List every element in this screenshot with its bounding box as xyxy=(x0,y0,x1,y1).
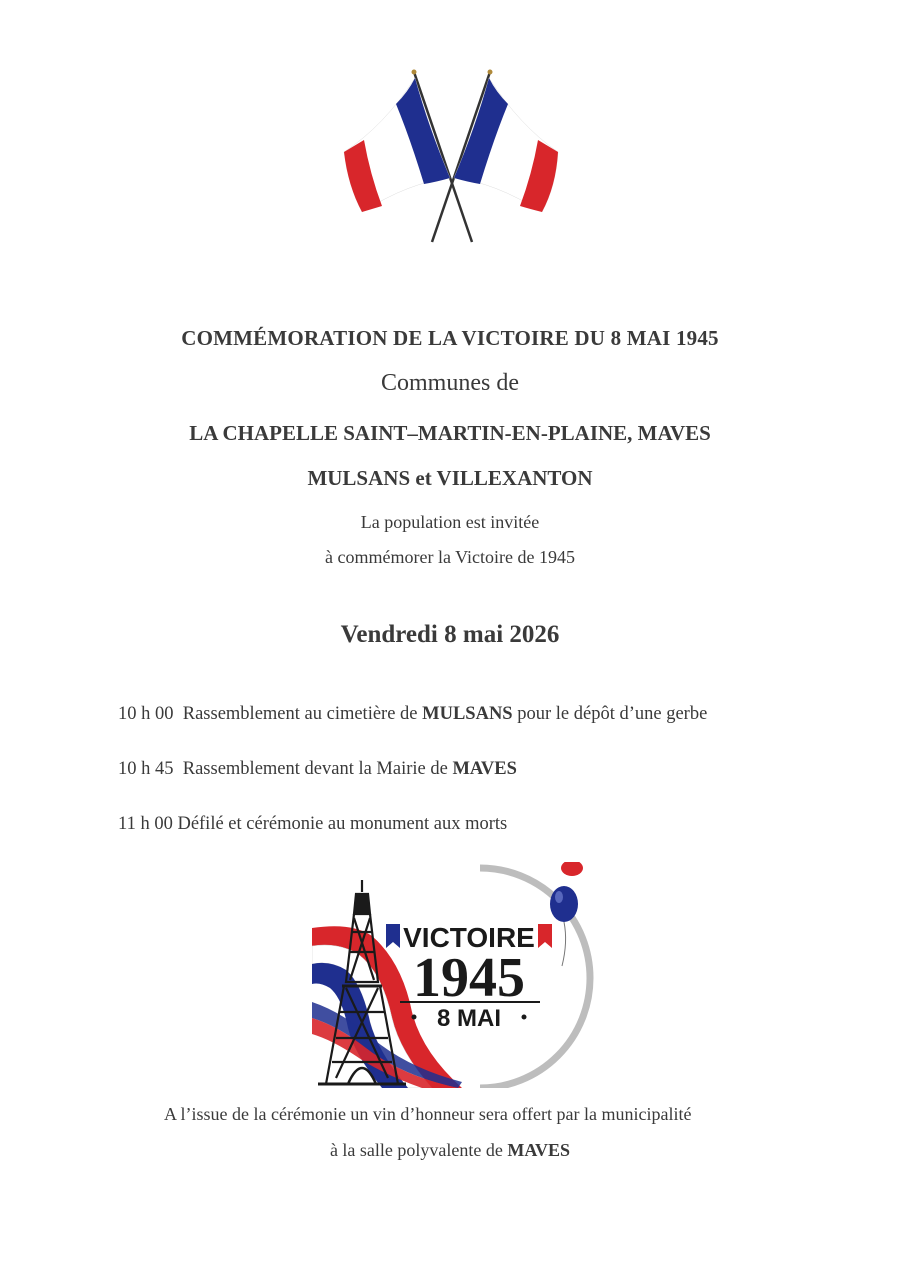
emblem-year: 1945 xyxy=(413,947,525,1009)
program-place: MULSANS xyxy=(422,704,513,724)
program-text: Rassemblement au cimetière de xyxy=(182,704,423,724)
invitation-line-2: à commémorer la Victoire de 1945 xyxy=(325,547,575,567)
program-time: 11 h 00 xyxy=(118,814,173,834)
emblem-date: 8 MAI xyxy=(436,1005,502,1032)
program-time: 10 h 00 xyxy=(118,704,174,724)
program-item xyxy=(118,759,517,780)
emblem-word: VICTOIRE xyxy=(403,922,535,953)
victoire-1945-emblem xyxy=(312,862,602,1088)
footer-line-1: A l’issue de la cérémonie un vin d’honneur sera offert par la municipalité xyxy=(164,1104,692,1124)
footer-text: à la salle polyvalente de xyxy=(329,1140,508,1160)
page-title: COMMÉMORATION DE LA VICTOIRE DU 8 MAI 1945 xyxy=(181,326,719,350)
invitation-line-1: La population est invitée xyxy=(360,512,540,532)
communes-label: Communes de xyxy=(381,370,519,396)
footer-line-2 xyxy=(0,1140,900,1161)
program-item xyxy=(118,704,707,725)
program-text-after: pour le dépôt d’une gerbe xyxy=(512,704,708,724)
towns-line-1: LA CHAPELLE SAINT–MARTIN-EN-PLAINE, MAVES xyxy=(189,421,711,445)
crossed-flags-icon xyxy=(340,66,562,248)
program-text: Défilé et cérémonie au monument aux morts xyxy=(177,814,508,834)
program-place: MAVES xyxy=(452,759,517,779)
footer-place: MAVES xyxy=(507,1140,571,1160)
event-date: Vendredi 8 mai 2026 xyxy=(340,621,560,648)
program-time: 10 h 45 xyxy=(118,759,174,779)
towns-line-2: MULSANS et VILLEXANTON xyxy=(307,466,593,490)
program-text: Rassemblement devant la Mairie de xyxy=(182,759,453,779)
program-item xyxy=(118,814,507,835)
